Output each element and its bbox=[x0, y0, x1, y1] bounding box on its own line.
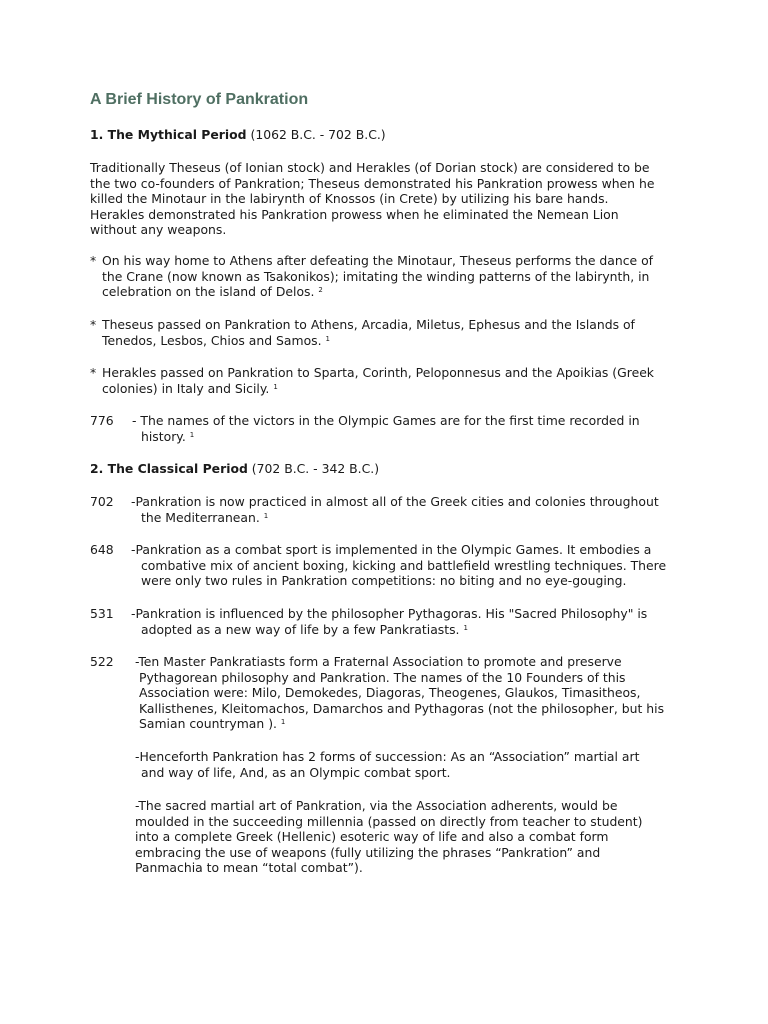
entry-line: - The names of the victors in the Olympic Games are for the first time recorded in bbox=[132, 413, 640, 428]
note-line: -The sacred martial art of Pankration, via the Association adherents, would be bbox=[135, 798, 618, 813]
bullet-marker: * bbox=[90, 365, 97, 380]
paragraph-line: the two co-founders of Pankration; Theseus demonstrated his Pankration prowess when he bbox=[90, 175, 655, 191]
timeline-entry bbox=[90, 654, 690, 732]
bullet-marker: * bbox=[90, 253, 97, 268]
entry-line-text: Samian countryman ). bbox=[139, 716, 277, 732]
timeline-entry bbox=[90, 413, 690, 444]
bullet-line-last bbox=[90, 333, 690, 349]
section-date-range: (702 B.C. - 342 B.C.) bbox=[251, 461, 380, 476]
timeline-entry bbox=[90, 606, 690, 637]
bullet-line-text: celebration on the island of Delos. bbox=[102, 284, 315, 300]
note-paragraph bbox=[90, 749, 690, 780]
bullet-marker: * bbox=[90, 317, 97, 332]
entry-line: -Pankration is now practiced in almost all of the Greek cities and colonies throughout bbox=[131, 494, 659, 509]
paragraph-line: without any weapons. bbox=[90, 222, 227, 238]
bullet-line: Herakles passed on Pankration to Sparta, Corinth, Peloponnesus and the Apoikias (Greek bbox=[102, 365, 654, 380]
paragraph-line: Herakles demonstrated his Pankration prowess when he eliminated the Nemean Lion bbox=[90, 206, 619, 222]
bullet-item bbox=[90, 253, 690, 300]
bullet-line: On his way home to Athens after defeating the Minotaur, Theseus performs the dance of bbox=[102, 253, 654, 268]
note-line: -Henceforth Pankration has 2 forms of succession: As an “Association” martial art bbox=[135, 749, 640, 764]
entry-line: combative mix of ancient boxing, kicking and battlefield wrestling techniques. There bbox=[141, 557, 667, 573]
bullet-item bbox=[90, 317, 690, 348]
entry-line: were only two rules in Pankration competitions: no biting and no eye-gouging. bbox=[141, 573, 627, 589]
bullet-line-last bbox=[90, 381, 690, 397]
entry-line: -Pankration is influenced by the philosopher Pythagoras. His "Sacred Philosophy" is bbox=[131, 606, 648, 621]
section-heading-mythical bbox=[90, 127, 386, 143]
footnote-ref: 1 bbox=[189, 430, 195, 439]
entry-line-last bbox=[90, 429, 690, 445]
section-date-range: (1062 B.C. - 702 B.C.) bbox=[250, 127, 386, 142]
paragraph-line: Traditionally Theseus (of Ionian stock) and Herakles (of Dorian stock) are considered to be bbox=[90, 160, 650, 175]
note-line: moulded in the succeeding millennia (passed on directly from teacher to student) bbox=[135, 813, 643, 829]
page-title: A Brief History of Pankration bbox=[90, 91, 309, 108]
entry-line: -Pankration as a combat sport is implemented in the Olympic Games. It embodies a bbox=[131, 542, 652, 557]
footnote-ref: 1 bbox=[463, 623, 468, 632]
bullet-line-last bbox=[90, 284, 690, 300]
entry-line: -Ten Master Pankratiasts form a Fraternal Association to promote and preserve bbox=[135, 654, 622, 669]
footnote-ref: 1 bbox=[280, 718, 286, 727]
entry-line-text: the Mediterranean. bbox=[141, 509, 260, 525]
section-title: 1. The Mythical Period bbox=[90, 127, 247, 142]
paragraph-line: killed the Minotaur in the labirynth of Knossos (in Crete) by utilizing his bare hands. bbox=[90, 191, 609, 207]
entry-line: Association were: Milo, Demokedes, Diagoras, Theogenes, Glaukos, Timasitheos, bbox=[139, 685, 641, 701]
bullet-item bbox=[90, 365, 690, 396]
intro-paragraph bbox=[90, 160, 680, 238]
section-heading-classical bbox=[90, 461, 379, 477]
footnote-ref: 1 bbox=[263, 511, 269, 520]
footnote-ref: 2 bbox=[318, 286, 323, 295]
footnote-ref: 1 bbox=[273, 382, 278, 391]
entry-line-text: history. bbox=[141, 428, 186, 444]
bullet-line-text: Tenedos, Lesbos, Chios and Samos. bbox=[102, 332, 322, 348]
note-line: into a complete Greek (Hellenic) esoteric way of life and also a combat form bbox=[135, 829, 609, 845]
bullet-line: Theseus passed on Pankration to Athens, Arcadia, Miletus, Ephesus and the Islands of bbox=[102, 317, 635, 332]
entry-year: 522 bbox=[90, 654, 114, 669]
section-title: 2. The Classical Period bbox=[90, 461, 248, 476]
entry-line-last bbox=[90, 716, 690, 732]
note-line: Panmachia to mean “total combat”). bbox=[135, 860, 363, 876]
note-paragraph bbox=[90, 798, 690, 876]
footnote-ref: 1 bbox=[325, 334, 330, 343]
entry-line-text: adopted as a new way of life by a few Pankratiasts. bbox=[141, 621, 460, 637]
note-line: embracing the use of weapons (fully utilizing the phrases “Pankration” and bbox=[135, 844, 601, 860]
note-line: and way of life, And, as an Olympic combat sport. bbox=[141, 764, 451, 780]
entry-line-last bbox=[90, 622, 690, 638]
bullet-line-text: colonies) in Italy and Sicily. bbox=[102, 380, 270, 396]
entry-line: Pythagorean philosophy and Pankration. The names of the 10 Founders of this bbox=[139, 669, 626, 685]
entry-year: 648 bbox=[90, 542, 114, 557]
bullet-line: the Crane (now known as Tsakonikos); imitating the winding patterns of the labirynth, in bbox=[102, 268, 650, 284]
entry-year: 702 bbox=[90, 494, 114, 509]
entry-line-last bbox=[90, 510, 690, 526]
timeline-entry bbox=[90, 542, 690, 589]
timeline-entry bbox=[90, 494, 690, 525]
entry-year: 776 bbox=[90, 413, 114, 428]
entry-line: Kallisthenes, Kleitomachos, Damarchos and Pythagoras (not the philosopher, but his bbox=[139, 700, 665, 716]
entry-year: 531 bbox=[90, 606, 114, 621]
